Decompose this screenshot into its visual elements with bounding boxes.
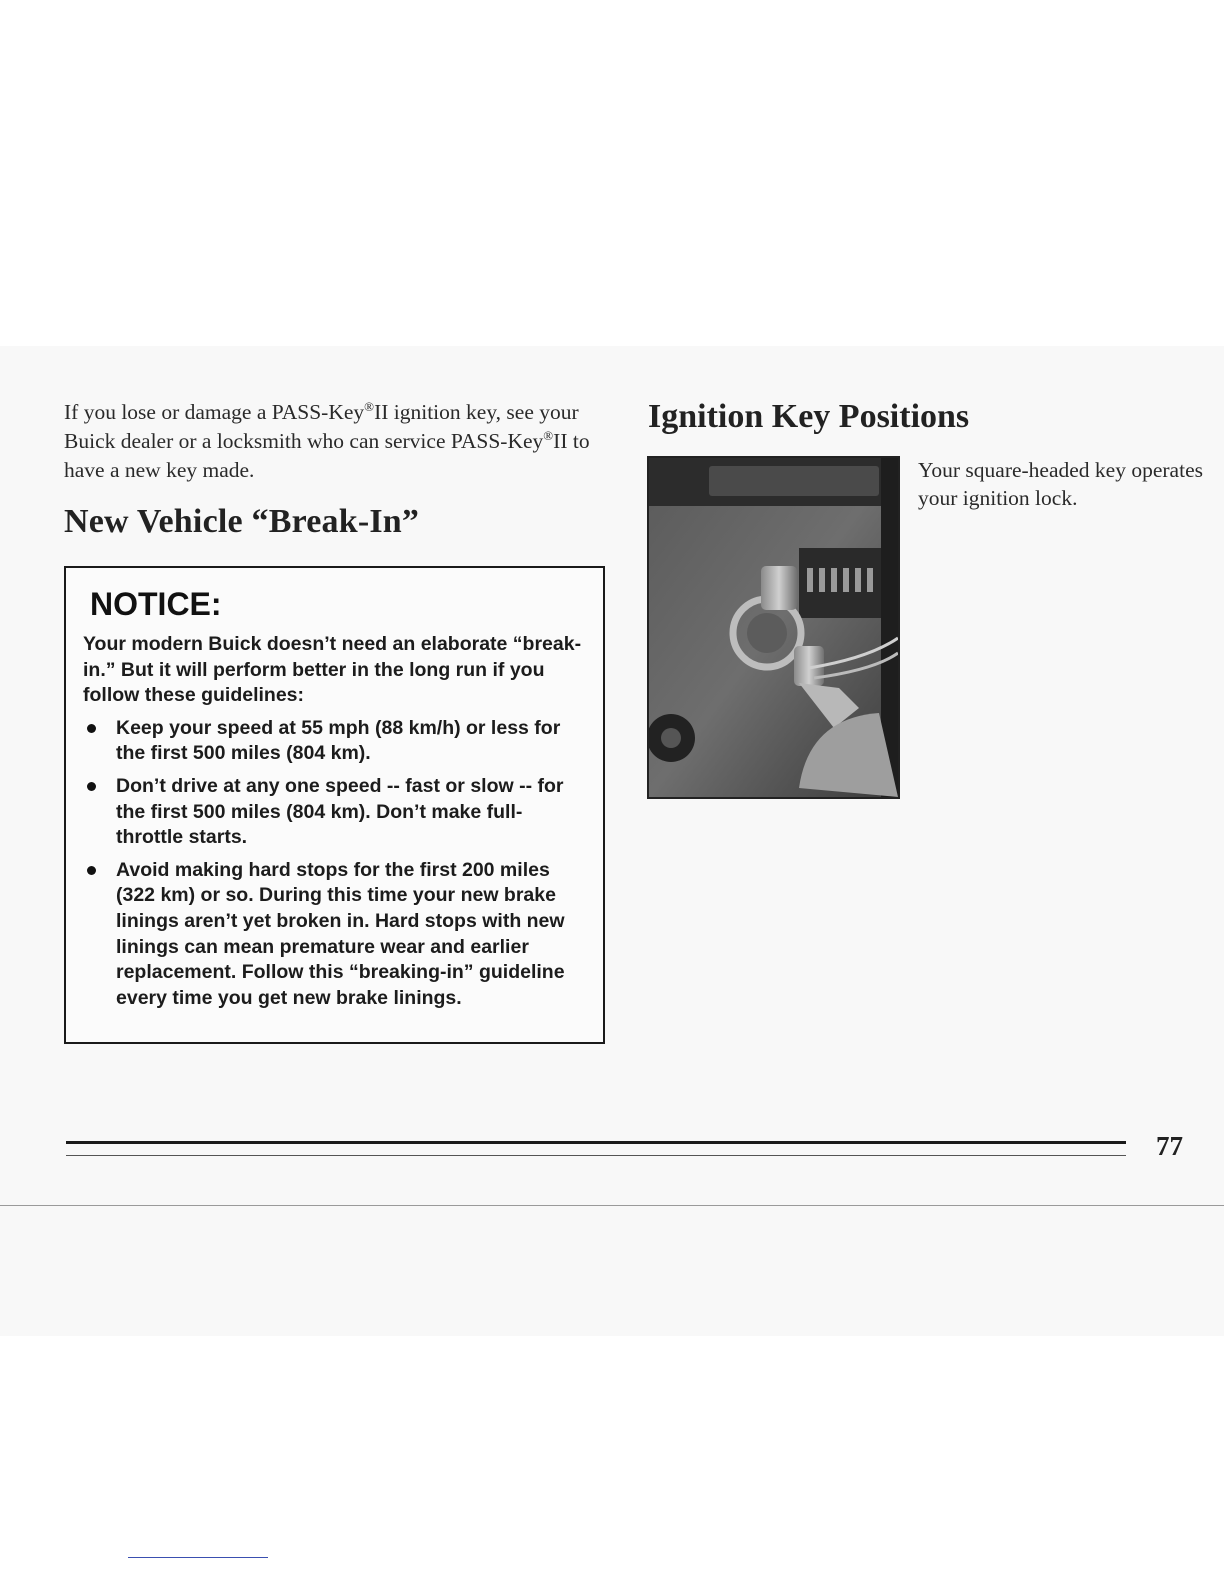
break-in-heading: New Vehicle “Break-In” [64, 503, 420, 540]
bullet-icon [87, 866, 96, 875]
registered-mark: ® [364, 398, 375, 414]
bullet-icon [87, 782, 96, 791]
notice-lead: Your modern Buick doesn’t need an elaborate “break-in.” But it will perform better in the long run if you follow these guidelines: [83, 633, 582, 707]
list-item: Don’t drive at any one speed -- fast or slow -- for the first 500 miles (804 km). Don’t make full-throttle starts. [83, 774, 583, 851]
band-edge [0, 1205, 1224, 1206]
ignition-heading: Ignition Key Positions [648, 398, 970, 435]
footer-rule-top [66, 1141, 1126, 1144]
notice-body [83, 632, 583, 1018]
page-number: 77 [1156, 1131, 1183, 1161]
notice-title: NOTICE: [90, 586, 222, 622]
intro-paragraph: If you lose or damage a PASS-Key®II ignition key, see your Buick dealer or a locksmith who can service PASS-Key®II to have a new key made. [64, 398, 590, 482]
ignition-key-illustration [649, 458, 898, 797]
ignition-photo [647, 456, 900, 799]
footer-rule-bottom [66, 1155, 1126, 1156]
notice-list [83, 716, 583, 1012]
list-item: Keep your speed at 55 mph (88 km/h) or less for the first 500 miles (804 km). [83, 716, 583, 767]
bullet-icon [87, 724, 96, 733]
bottom-underline [128, 1557, 268, 1558]
notice-box [64, 566, 605, 1044]
ignition-caption: Your square-headed key operates your ignition lock. [918, 458, 1203, 510]
list-item: Avoid making hard stops for the first 200 miles (322 km) or so. During this time your new brake linings aren’t yet broken in. Hard stops with new linings can mean premature wear and earlier replacement. Follow this “breaking-in” guideline every time you get new brake linings. [83, 858, 583, 1012]
registered-mark-2: ® [543, 427, 554, 443]
